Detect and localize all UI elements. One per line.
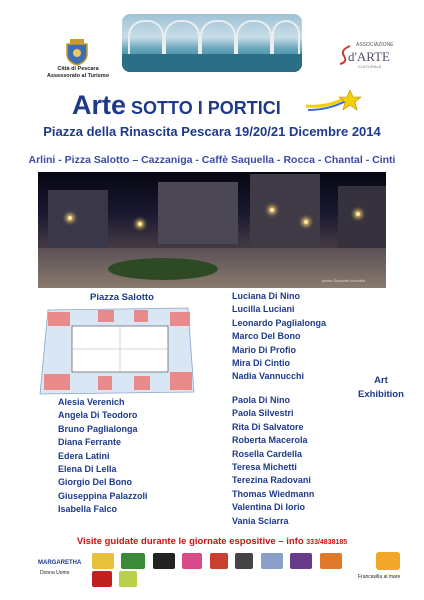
guided-tours-info <box>0 536 424 547</box>
city-label <box>42 66 114 80</box>
list-item: Rita Di Salvatore <box>232 421 304 432</box>
shooting-star-icon <box>306 88 366 116</box>
list-item: Valentina Di Iorio <box>232 502 306 513</box>
sponsor-logo <box>320 553 342 569</box>
list-item: Diana Ferrante <box>58 437 122 448</box>
list-item: Marco Del Bono <box>232 331 301 342</box>
sponsor-logo <box>92 571 112 587</box>
logo-right-bottom: CULTURALE <box>358 64 382 69</box>
sponsor-logo <box>210 553 228 569</box>
event-subtitle: Piazza della Rinascita Pescara 19/20/21 Dicembre 2014 <box>43 124 381 139</box>
piazza-map <box>38 304 196 396</box>
list-item: Paola Silvestri <box>232 408 294 419</box>
artist-list-1 <box>232 290 326 384</box>
list-item: Bruno Paglialonga <box>58 423 138 434</box>
list-item: Rosella Cardella <box>232 448 303 459</box>
art-exhibition-heading <box>358 374 404 402</box>
sponsor-left-name: MARGARETHA <box>38 560 82 566</box>
list-item: Isabella Falco <box>58 504 118 515</box>
list-item: Giorgio Del Bono <box>58 477 132 488</box>
list-item: Lucilla Luciani <box>232 304 295 315</box>
list-item: Elena Di Lella <box>58 464 117 475</box>
list-item: Roberta Macerola <box>232 435 308 446</box>
sponsor-logos-strip <box>92 553 354 573</box>
venues-line: Arlini - Pizza Salotto – Cazzaniga - Caffè Saquella - Rocca - Chantal - Cinti <box>28 154 396 166</box>
title-rest: SOTTO I PORTICI <box>126 98 281 118</box>
list-item: Angela Di Teodoro <box>58 410 138 421</box>
sponsor-logo <box>182 553 202 569</box>
sponsor-logo <box>235 553 253 569</box>
sponsor-logo <box>153 553 175 569</box>
city-department: Assessorato al Turismo <box>47 73 109 79</box>
list-item: Mario Di Profio <box>232 344 297 355</box>
sponsor-margaretha <box>38 560 81 576</box>
list-item: Thomas Wiedmann <box>232 488 315 499</box>
association-logo <box>338 40 398 70</box>
artist-list-2 <box>232 394 314 528</box>
list-item: Alesia Verenich <box>58 397 125 407</box>
sponsor-logo <box>119 571 137 587</box>
city-name: Città di Pescara <box>57 66 99 72</box>
sponsor-logo-right <box>376 552 400 570</box>
logo-right-top: ASSOCIAZIONE <box>356 42 394 48</box>
list-item: Teresa Michetti <box>232 462 297 473</box>
city-crest-logo <box>64 38 90 66</box>
sponsor-logo <box>92 553 114 569</box>
list-item: Luciana Di Nino <box>232 291 301 301</box>
artist-list-3 <box>58 396 148 517</box>
sponsor-right-label: Francavilla al mare <box>358 574 401 580</box>
sponsor-logo <box>290 553 312 569</box>
list-item: Giuseppina Palazzoli <box>58 490 148 501</box>
logo-right-main: d'ARTE <box>348 49 391 64</box>
sponsor-logo <box>121 553 145 569</box>
list-item: Mira Di Cintio <box>232 358 290 369</box>
sponsor-logo <box>261 553 283 569</box>
sponsor-left-sub: Donna Uomo <box>40 570 70 576</box>
piazza-night-photo <box>38 172 386 288</box>
title-first-word: Arte <box>72 90 127 120</box>
list-item: Paola Di Nino <box>232 395 291 405</box>
list-item: Edera Latini <box>58 450 110 461</box>
portici-banner-image <box>122 14 302 72</box>
list-item: Terezina Radovani <box>232 475 311 486</box>
list-item: Leonardo Paglialonga <box>232 317 327 328</box>
art-exhibition-line1: Art <box>374 375 388 386</box>
info-text: Visite guidate durante le giornate espositive – info <box>76 536 307 547</box>
photo-credit: photo Giovanni Ioncolini <box>322 278 365 283</box>
info-phone: 333/4838185 <box>306 539 348 546</box>
art-exhibition-line2: Exhibition <box>358 389 404 400</box>
map-title: Piazza Salotto <box>90 292 154 303</box>
list-item: Nadia Vannucchi <box>232 371 305 382</box>
list-item: Vania Sciarra <box>232 515 289 526</box>
